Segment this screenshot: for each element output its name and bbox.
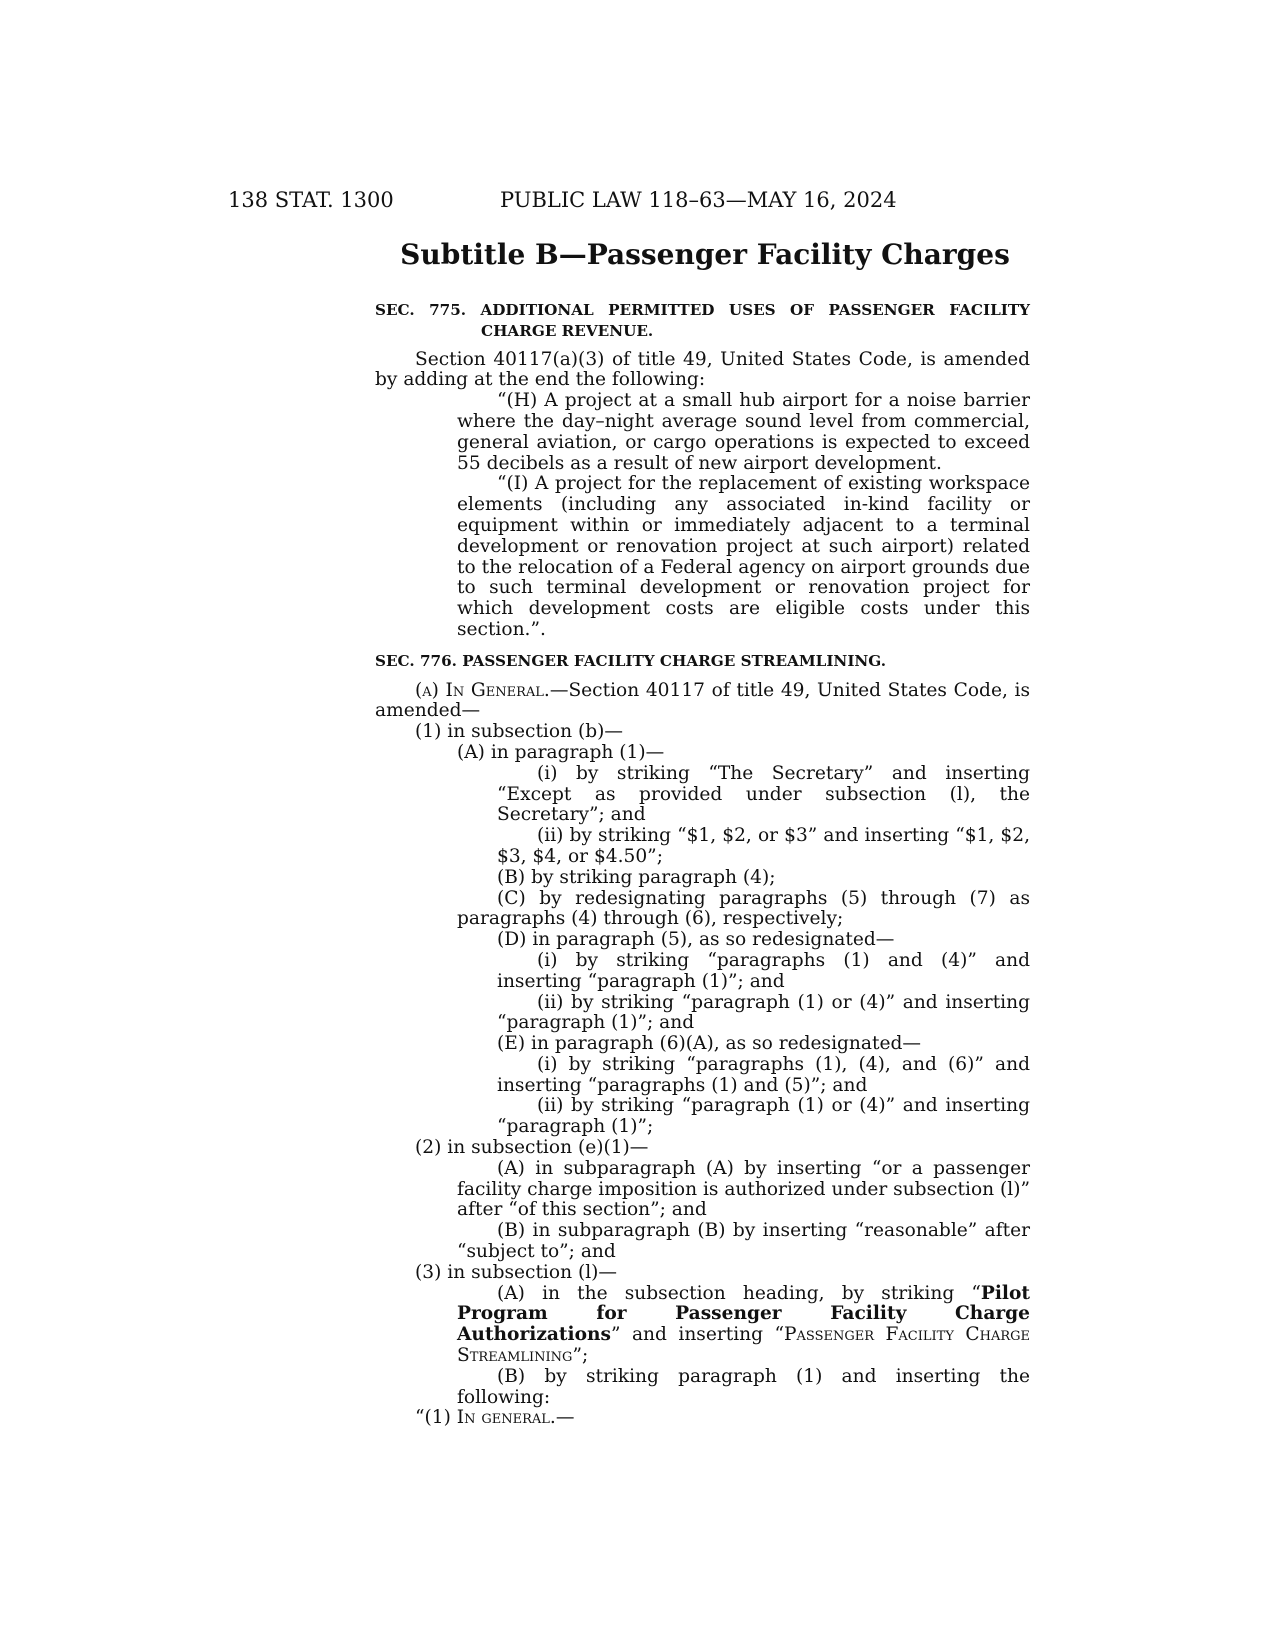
subparagraph-2-a: (A) in subparagraph (A) by inserting “or a passenger facility charge imposition is authorized under subsection (l)” after “of this section”; and <box>457 1157 1030 1221</box>
inserted-heading-text: Passenger Facility Charge Streamlining <box>457 1324 1030 1367</box>
document-body <box>375 300 1030 1429</box>
paragraph-1: (1) in subsection (b)— <box>415 721 623 743</box>
section-775-intro: Section 40117(a)(3) of title 49, United States Code, is amended by adding at the end the following: <box>375 348 1030 391</box>
section-775-heading: SEC. 775. ADDITIONAL PERMITTED USES OF PASSENGER FACILITY CHARGE REVENUE. <box>375 301 1030 340</box>
quoted-paragraph-1-label: “(1) In general. <box>415 1407 556 1429</box>
clause-1-e-ii: (ii) by striking “paragraph (1) or (4)” and inserting “paragraph (1)”; <box>497 1095 1030 1138</box>
subparagraph-3-a: (A) in the subsection heading, by striking “Pilot Program for Passenger Facility Charge Authorizations” and inserting “Passenger Facility Charge Streamlining”; <box>457 1282 1030 1367</box>
clause-1-d-i: (i) by striking “paragraphs (1) and (4)” and inserting “paragraph (1)”; and <box>497 949 1030 992</box>
subparagraph-1-d: (D) in paragraph (5), as so redesignated— <box>497 929 895 951</box>
paragraph-3: (3) in subsection (l)— <box>415 1261 618 1283</box>
clause-1-d-ii: (ii) by striking “paragraph (1) or (4)” and inserting “paragraph (1)”; and <box>497 991 1030 1034</box>
paragraph-2: (2) in subsection (e)(1)— <box>415 1137 649 1159</box>
subparagraph-1-c: (C) by redesignating paragraphs (5) through (7) as paragraphs (4) through (6), respectively; <box>457 887 1030 930</box>
clause-1-a-ii: (ii) by striking “$1, $2, or $3” and inserting “$1, $2, $3, $4, or $4.50”; <box>497 825 1030 867</box>
subsection-a-label: (a) In General. <box>415 679 550 701</box>
section-776-subsection-a: (a) In General.—Section 40117 of title 49, United States Code, is amended— <box>375 679 1030 722</box>
clause-1-e-i: (i) by striking “paragraphs (1), (4), and (6)” and inserting “paragraphs (1) and (5)”; and <box>497 1053 1030 1096</box>
subparagraph-1-b: (B) by striking paragraph (4); <box>497 866 776 888</box>
statute-page-number: 138 STAT. 1300 <box>228 188 394 212</box>
struck-heading-text: Pilot Program for Passenger Facility Charge Authorizations <box>457 1282 1030 1346</box>
section-775-paragraph-h: “(H) A project at a small hub airport for a noise barrier where the day–night average sound level from commercial, general aviation, or cargo operations is expected to exceed 55 decibels as a result of new airport development. <box>457 390 1030 474</box>
public-law-header: PUBLIC LAW 118–63—MAY 16, 2024 <box>500 188 897 212</box>
subparagraph-1-a: (A) in paragraph (1)— <box>457 741 665 763</box>
subparagraph-1-e: (E) in paragraph (6)(A), as so redesignated— <box>497 1033 921 1055</box>
subparagraph-3-b: (B) by striking paragraph (1) and inserting the following: <box>457 1365 1030 1408</box>
section-776-heading: SEC. 776. PASSENGER FACILITY CHARGE STREAMLINING. <box>375 651 887 670</box>
quoted-paragraph-1: “(1) In general.— <box>415 1407 575 1429</box>
clause-1-a-i: (i) by striking “The Secretary” and inserting “Except as provided under subsection (l), the Secretary”; and <box>497 762 1030 826</box>
subparagraph-2-b: (B) in subparagraph (B) by inserting “reasonable” after “subject to”; and <box>457 1220 1030 1263</box>
section-775-paragraph-i: “(I) A project for the replacement of existing workspace elements (including any associated in-kind facility or equipment within or immediately adjacent to a terminal development or renovation project at such airport) related to the relocation of a Federal agency on airport grounds due to such terminal development or renovation project for which development costs are eligible costs under this section.”. <box>457 473 1030 640</box>
subtitle-heading: Subtitle B—Passenger Facility Charges <box>400 238 1010 271</box>
